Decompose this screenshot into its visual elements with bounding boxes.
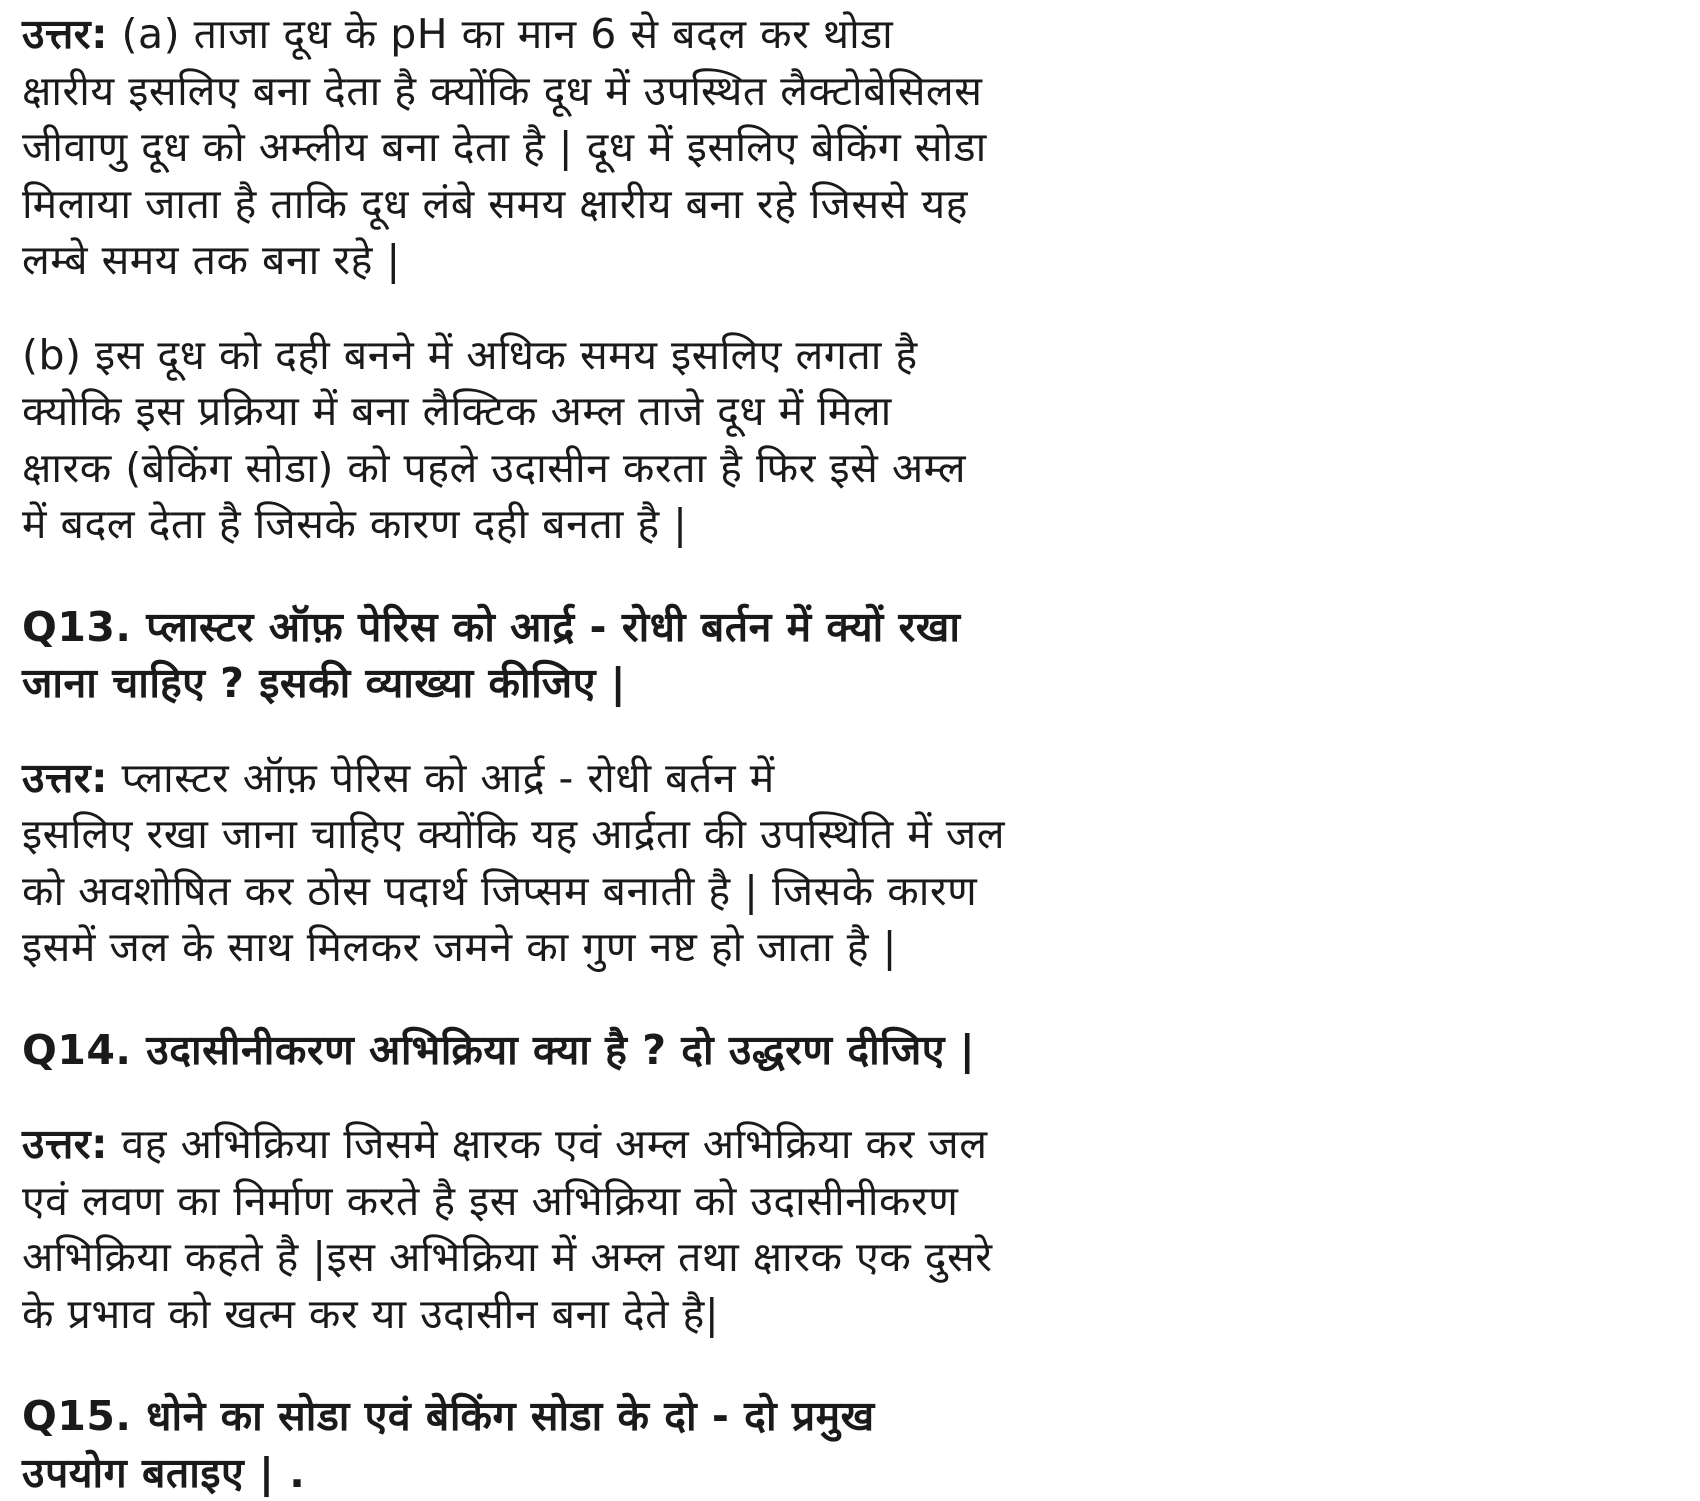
text-line xyxy=(22,599,1182,656)
line-text: क्योकि इस प्रक्रिया में बना लैक्टिक अम्ल ताजे दूध में मिला xyxy=(22,387,892,435)
answer-block-a xyxy=(22,6,1182,289)
answer-label: उत्तर: xyxy=(22,10,108,58)
line-text: वह अभिक्रिया जिसमे क्षारक एवं अम्ल अभिक्रिया कर जल xyxy=(108,1120,988,1168)
spacer xyxy=(22,553,1182,599)
text-line xyxy=(22,383,1182,440)
line-text: लम्बे समय तक बना रहे | xyxy=(22,236,401,284)
line-text: को अवशोषित कर ठोस पदार्थ जिप्सम बनाती है | जिसके कारण xyxy=(22,867,977,915)
text-line xyxy=(22,327,1182,384)
text-line xyxy=(22,63,1182,120)
line-text: धोने का सोडा एवं बेकिंग सोडा के दो - दो प्रमुख xyxy=(132,1392,875,1440)
question-q14 xyxy=(22,1022,1182,1079)
line-text: क्षारीय इसलिए बना देता है क्योंकि दूध में उपस्थित लैक्टोबेसिलस xyxy=(22,67,982,115)
text-line xyxy=(22,750,1182,807)
line-text: क्षारक (बेकिंग सोडा) को पहले उदासीन करता है फिर इसे अम्ल xyxy=(22,444,966,492)
question-q15 xyxy=(22,1388,1182,1501)
text-line xyxy=(22,176,1182,233)
line-text: (a) ताजा दूध के pH का मान 6 से बदल कर थोडा xyxy=(108,10,893,58)
text-line xyxy=(22,1022,1182,1079)
text-line xyxy=(22,1286,1182,1343)
question-number: Q15. xyxy=(22,1392,132,1440)
line-text: प्लास्टर ऑफ़ पेरिस को आर्द्र - रोधी बर्तन में क्यों रखा xyxy=(132,603,961,651)
spacer xyxy=(22,1342,1182,1388)
text-line xyxy=(22,119,1182,176)
line-text: उपयोग बताइए | . xyxy=(22,1449,305,1497)
text-line xyxy=(22,6,1182,63)
text-line xyxy=(22,440,1182,497)
spacer xyxy=(22,289,1182,327)
line-text: जाना चाहिए ? इसकी व्याख्या कीजिए | xyxy=(22,659,626,707)
line-text: के प्रभाव को खत्म कर या उदासीन बना देते है| xyxy=(22,1290,719,1338)
text-line xyxy=(22,919,1182,976)
question-number: Q14. xyxy=(22,1026,132,1074)
question-q13 xyxy=(22,599,1182,712)
line-text: में बदल देता है जिसके कारण दही बनता है | xyxy=(22,500,688,548)
text-line xyxy=(22,806,1182,863)
spacer xyxy=(22,1078,1182,1116)
line-text: (b) इस दूध को दही बनने में अधिक समय इसलिए लगता है xyxy=(22,331,918,379)
line-text: जीवाणु दूध को अम्लीय बना देता है | दूध में इसलिए बेकिंग सोडा xyxy=(22,123,987,171)
answer-label: उत्तर: xyxy=(22,1120,108,1168)
spacer xyxy=(22,976,1182,1022)
text-line xyxy=(22,1229,1182,1286)
line-text: अभिक्रिया कहते है |इस अभिक्रिया में अम्ल तथा क्षारक एक दुसरे xyxy=(22,1233,992,1281)
document-page xyxy=(22,6,1182,1501)
text-line xyxy=(22,863,1182,920)
answer-q13 xyxy=(22,750,1182,976)
text-line xyxy=(22,496,1182,553)
text-line xyxy=(22,1173,1182,1230)
line-text: उदासीनीकरण अभिक्रिया क्या है ? दो उद्धरण दीजिए | xyxy=(132,1026,976,1074)
line-text: इसलिए रखा जाना चाहिए क्योंकि यह आर्द्रता की उपस्थिति में जल xyxy=(22,810,1005,858)
answer-block-b xyxy=(22,327,1182,553)
line-text: प्लास्टर ऑफ़ पेरिस को आर्द्र - रोधी बर्तन में xyxy=(108,754,775,802)
text-line xyxy=(22,232,1182,289)
answer-q14 xyxy=(22,1116,1182,1342)
text-line xyxy=(22,1116,1182,1173)
spacer xyxy=(22,712,1182,750)
answer-label: उत्तर: xyxy=(22,754,108,802)
text-line xyxy=(22,655,1182,712)
text-line xyxy=(22,1388,1182,1445)
line-text: एवं लवण का निर्माण करते है इस अभिक्रिया को उदासीनीकरण xyxy=(22,1177,958,1225)
line-text: इसमें जल के साथ मिलकर जमने का गुण नष्ट हो जाता है | xyxy=(22,923,897,971)
question-number: Q13. xyxy=(22,603,132,651)
line-text: मिलाया जाता है ताकि दूध लंबे समय क्षारीय बना रहे जिससे यह xyxy=(22,180,968,228)
